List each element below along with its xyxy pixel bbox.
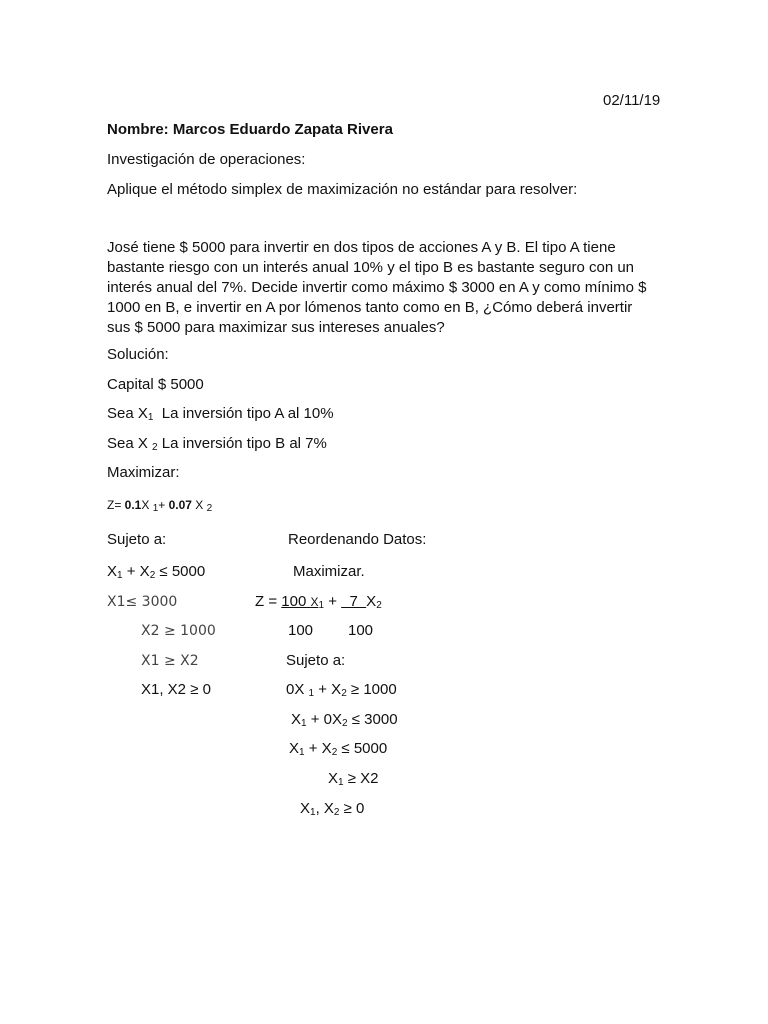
maximize-heading: Maximizar: — [107, 464, 180, 481]
subject-to-right: Sujeto a: — [286, 652, 346, 669]
date: 02/11/19 — [603, 92, 661, 109]
constraint-x2-min: X2 ≥ 1000 — [141, 623, 216, 639]
reordered-constraint-3: $X_1 + X_2 \le 5000$ — [289, 740, 388, 758]
problem-line: interés anual del 7%. Decide invertir como máximo $ 3000 en A y como mínimo $ — [107, 279, 647, 296]
constraint-nonnegative: X1, X2 ≥ 0 — [141, 681, 211, 698]
reordered-constraint-2: $X_1 + 0X_2 \le 3000$ — [291, 711, 398, 729]
maximize-right: Maximizar. — [293, 563, 365, 580]
subject-to-left: Sujeto a: — [107, 531, 167, 548]
problem-line: 1000 en B, e invertir en A por lómenos tanto como en B, ¿Cómo deberá invertir — [107, 299, 633, 316]
problem-line: bastante riesgo con un interés anual 10% y el tipo B es bastante seguro con un — [107, 259, 635, 276]
problem-line: sus $ 5000 para maximizar sus intereses anuales? — [107, 319, 445, 336]
solution-heading: Solución: — [107, 346, 169, 363]
objective-reordered: Z = 100 $X_1 + 7$ $X_2$ — [255, 593, 382, 611]
reordered-constraint-4: $X_1 \ge X2$ — [328, 770, 379, 788]
student-name: Nombre: Marcos Eduardo Zapata Rivera — [107, 121, 393, 138]
reordered-constraint-5: $X_1$, $X_2 \ge 0$ — [300, 800, 365, 818]
constraint-x1-ge-x2: X1 ≥ X2 — [141, 653, 199, 669]
reordered-constraint-1: 0X $_1 + X_2 \ge 1000$ — [286, 681, 397, 699]
denominator-1: 100 — [288, 622, 314, 639]
subject-heading: Investigación de operaciones: — [107, 151, 306, 168]
reorder-heading: Reordenando Datos: — [288, 531, 427, 548]
instruction: Aplique el método simplex de maximización no estándar para resolver: — [107, 181, 578, 198]
problem-line: José tiene $ 5000 para invertir en dos tipos de acciones A y B. El tipo A tiene — [107, 239, 616, 256]
variable-x2-definition: Sea X $_2$ La inversión tipo B al 7% — [107, 435, 327, 453]
objective-function: Z= 0.1X $_1$+ 0.07 X $_2$ — [107, 498, 213, 514]
constraint-total: $X_1 + X_2 \le 5000$ — [107, 563, 206, 581]
problem-statement — [107, 238, 655, 338]
variable-x1-definition: Sea $X_1$ La inversión tipo A al 10% — [107, 405, 334, 423]
capital-line: Capital $ 5000 — [107, 376, 204, 393]
denominator-2: 100 — [348, 622, 374, 639]
constraint-x1-max: X1≤ 3000 — [107, 594, 178, 610]
